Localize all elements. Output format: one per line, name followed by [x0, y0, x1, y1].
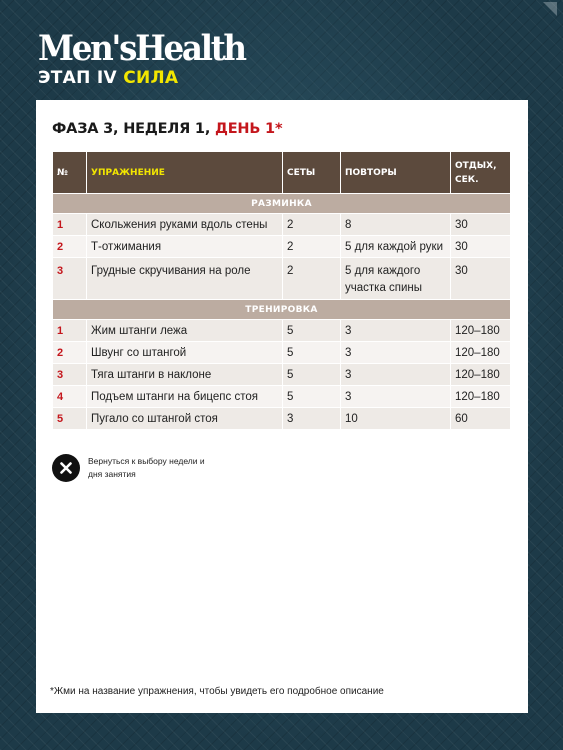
column-header-rest: ОТДЫХ, СЕК. [451, 152, 511, 194]
rest-cell: 120–180 [451, 320, 511, 342]
row-number: 1 [53, 320, 87, 342]
back-to-selection[interactable] [52, 454, 208, 482]
section-title: ТРЕНИРОВКА [53, 300, 511, 320]
back-label[interactable]: Вернуться к выбору недели и дня занятия [88, 456, 205, 479]
workout-card [36, 100, 528, 713]
page-title [52, 121, 282, 137]
reps-cell: 3 [341, 320, 451, 342]
rest-cell: 30 [451, 214, 511, 236]
exercise-link[interactable]: Т-отжимания [87, 236, 283, 258]
table-header-row [53, 152, 511, 194]
magazine-logo: Men'sHealth [38, 28, 245, 69]
rest-cell: 120–180 [451, 342, 511, 364]
sets-cell: 2 [283, 214, 341, 236]
row-number: 5 [53, 408, 87, 430]
exercise-link[interactable]: Грудные скручивания на роле [87, 258, 283, 300]
sets-cell: 3 [283, 408, 341, 430]
reps-cell: 8 [341, 214, 451, 236]
rest-cell: 60 [451, 408, 511, 430]
sets-cell: 5 [283, 320, 341, 342]
app-header [38, 30, 260, 88]
footnote: *Жми на название упражнения, чтобы увидеть его подробное описание [50, 686, 384, 697]
table-row [53, 258, 511, 300]
table-row [53, 386, 511, 408]
row-number: 2 [53, 342, 87, 364]
exercise-link[interactable]: Скольжения руками вдоль стены [87, 214, 283, 236]
column-header-reps: ПОВТОРЫ [341, 152, 451, 194]
exercise-link[interactable]: Подъем штанги на бицепс стоя [87, 386, 283, 408]
table-row [53, 342, 511, 364]
row-number: 4 [53, 386, 87, 408]
exercise-link[interactable]: Тяга штанги в наклоне [87, 364, 283, 386]
row-number: 2 [53, 236, 87, 258]
exercise-link[interactable]: Швунг со штангой [87, 342, 283, 364]
column-header-exercise: УПРАЖНЕНИЕ [87, 152, 283, 194]
table-row [53, 214, 511, 236]
stage-accent: СИЛА [123, 68, 179, 88]
exercise-link[interactable]: Пугало со штангой стоя [87, 408, 283, 430]
section-title: РАЗМИНКА [53, 194, 511, 214]
rest-cell: 30 [451, 236, 511, 258]
row-number: 3 [53, 258, 87, 300]
stage-prefix: ЭТАП IV [38, 68, 117, 88]
stage-title [38, 68, 260, 88]
reps-cell: 3 [341, 364, 451, 386]
exercise-link[interactable]: Жим штанги лежа [87, 320, 283, 342]
section-row-warmup [53, 194, 511, 214]
page-curl-icon[interactable] [543, 2, 557, 16]
table-row [53, 320, 511, 342]
sets-cell: 5 [283, 342, 341, 364]
reps-cell: 10 [341, 408, 451, 430]
reps-cell: 3 [341, 386, 451, 408]
section-row-training [53, 300, 511, 320]
table-row [53, 364, 511, 386]
row-number: 1 [53, 214, 87, 236]
rest-cell: 120–180 [451, 364, 511, 386]
sets-cell: 5 [283, 364, 341, 386]
heading-prefix: ФАЗА 3, НЕДЕЛЯ 1, [52, 121, 211, 137]
heading-day: ДЕНЬ 1* [215, 121, 283, 137]
sets-cell: 2 [283, 258, 341, 300]
row-number: 3 [53, 364, 87, 386]
reps-cell: 5 для каждого участка спины [341, 258, 451, 300]
sets-cell: 2 [283, 236, 341, 258]
rest-cell: 30 [451, 258, 511, 300]
reps-cell: 3 [341, 342, 451, 364]
close-icon[interactable] [52, 454, 80, 482]
column-header-num: № [53, 152, 87, 194]
rest-cell: 120–180 [451, 386, 511, 408]
reps-cell: 5 для каждой руки [341, 236, 451, 258]
table-row [53, 408, 511, 430]
column-header-sets: СЕТЫ [283, 152, 341, 194]
workout-table [52, 151, 511, 430]
table-row [53, 236, 511, 258]
sets-cell: 5 [283, 386, 341, 408]
